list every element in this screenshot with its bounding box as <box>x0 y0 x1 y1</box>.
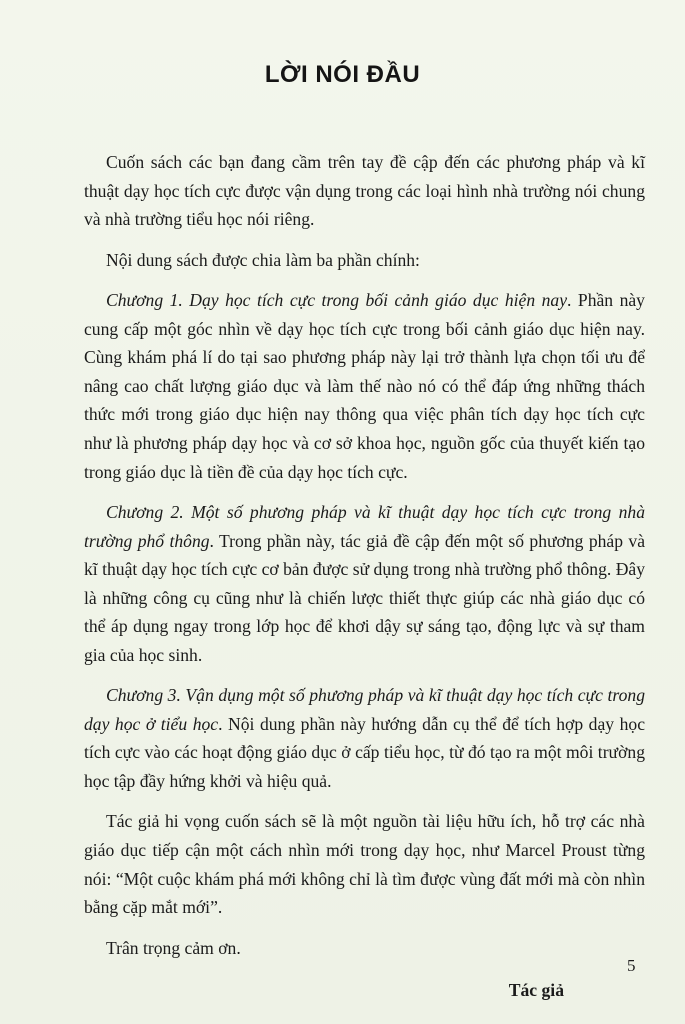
paragraph-text: . Nội dung phần này hướng dẫn cụ thể để tích hợp dạy học tích cực vào các hoạt động giáo dục ở cấp tiểu học, từ đó tạo ra một môi trường học tập đầy hứng khởi và hiệu quả. <box>84 713 645 792</box>
author-signature: Tác giả <box>508 980 564 1001</box>
paragraph-thanks <box>84 934 645 963</box>
page-title: LỜI NÓI ĐẦU <box>264 61 421 88</box>
chapter-2-title: Chương 2. Một số phương pháp và kĩ thuật dạy học tích cực trong nhà trường phổ thông <box>84 501 645 551</box>
chapter-3-title: Chương 3. Vận dụng một số phương pháp và kĩ thuật dạy học tích cực trong dạy học ở tiểu học <box>84 685 645 734</box>
paragraph-chapter-3 <box>84 681 645 795</box>
body-text <box>84 148 645 1005</box>
paragraph-chapter-1 <box>84 286 645 486</box>
paragraph-text: Tác giả hi vọng cuốn sách sẽ là một nguồn tài liệu hữu ích, hỗ trợ các nhà giáo dục tiếp cận một cách nhìn mới trong dạy học, như Marcel Proust từng nói: “Một cuộc khám phá mới không chỉ là tìm được vùng đất mới mà còn nhìn bằng cặp mắt mới”. <box>84 811 645 918</box>
paragraph-text: Cuốn sách các bạn đang cầm trên tay đề cập đến các phương pháp và kĩ thuật dạy học tích cực được vận dụng trong các loại hình nhà trường nói chung và nhà trường tiểu học nói riêng. <box>84 152 645 230</box>
paragraph-structure <box>84 246 645 275</box>
paragraph-text: . Trong phần này, tác giả đề cập đến một số phương pháp và kĩ thuật dạy học tích cực cơ bản được sử dụng trong nhà trường phổ thông. Đây là những công cụ cũng như là chiến lược thiết thực giúp các nhà giáo dục có thể áp dụng ngay trong lớp học để khơi dậy sự sáng tạo, động lực và sự tham gia của học sinh. <box>84 530 646 665</box>
paragraph-intro <box>84 148 645 234</box>
paragraph-text: Trân trọng cảm ơn. <box>106 937 241 958</box>
chapter-1-title: Chương 1. Dạy học tích cực trong bối cảnh giáo dục hiện nay <box>106 289 568 310</box>
paragraph-text: Nội dung sách được chia làm ba phần chính: <box>106 249 420 270</box>
page-number: 5 <box>627 956 636 975</box>
paragraph-hope <box>84 807 645 921</box>
paragraph-chapter-2 <box>84 498 645 670</box>
paragraph-text: . Phần này cung cấp một góc nhìn về dạy học tích cực trong bối cảnh giáo dục hiện nay. Cùng khám phá lí do tại sao phương pháp này lại trở thành lựa chọn tối ưu để nâng cao chất lượng giáo dục và làm thế nào nó có thể đáp ứng những thách thức mới trong giáo dục hiện nay thông qua việc phân tích dạy học tích cực như là phương pháp dạy học và cơ sở khoa học, nguồn gốc của thuyết kiến tạo trong giáo dục là tiền đề của dạy học tích cực. <box>84 289 645 482</box>
